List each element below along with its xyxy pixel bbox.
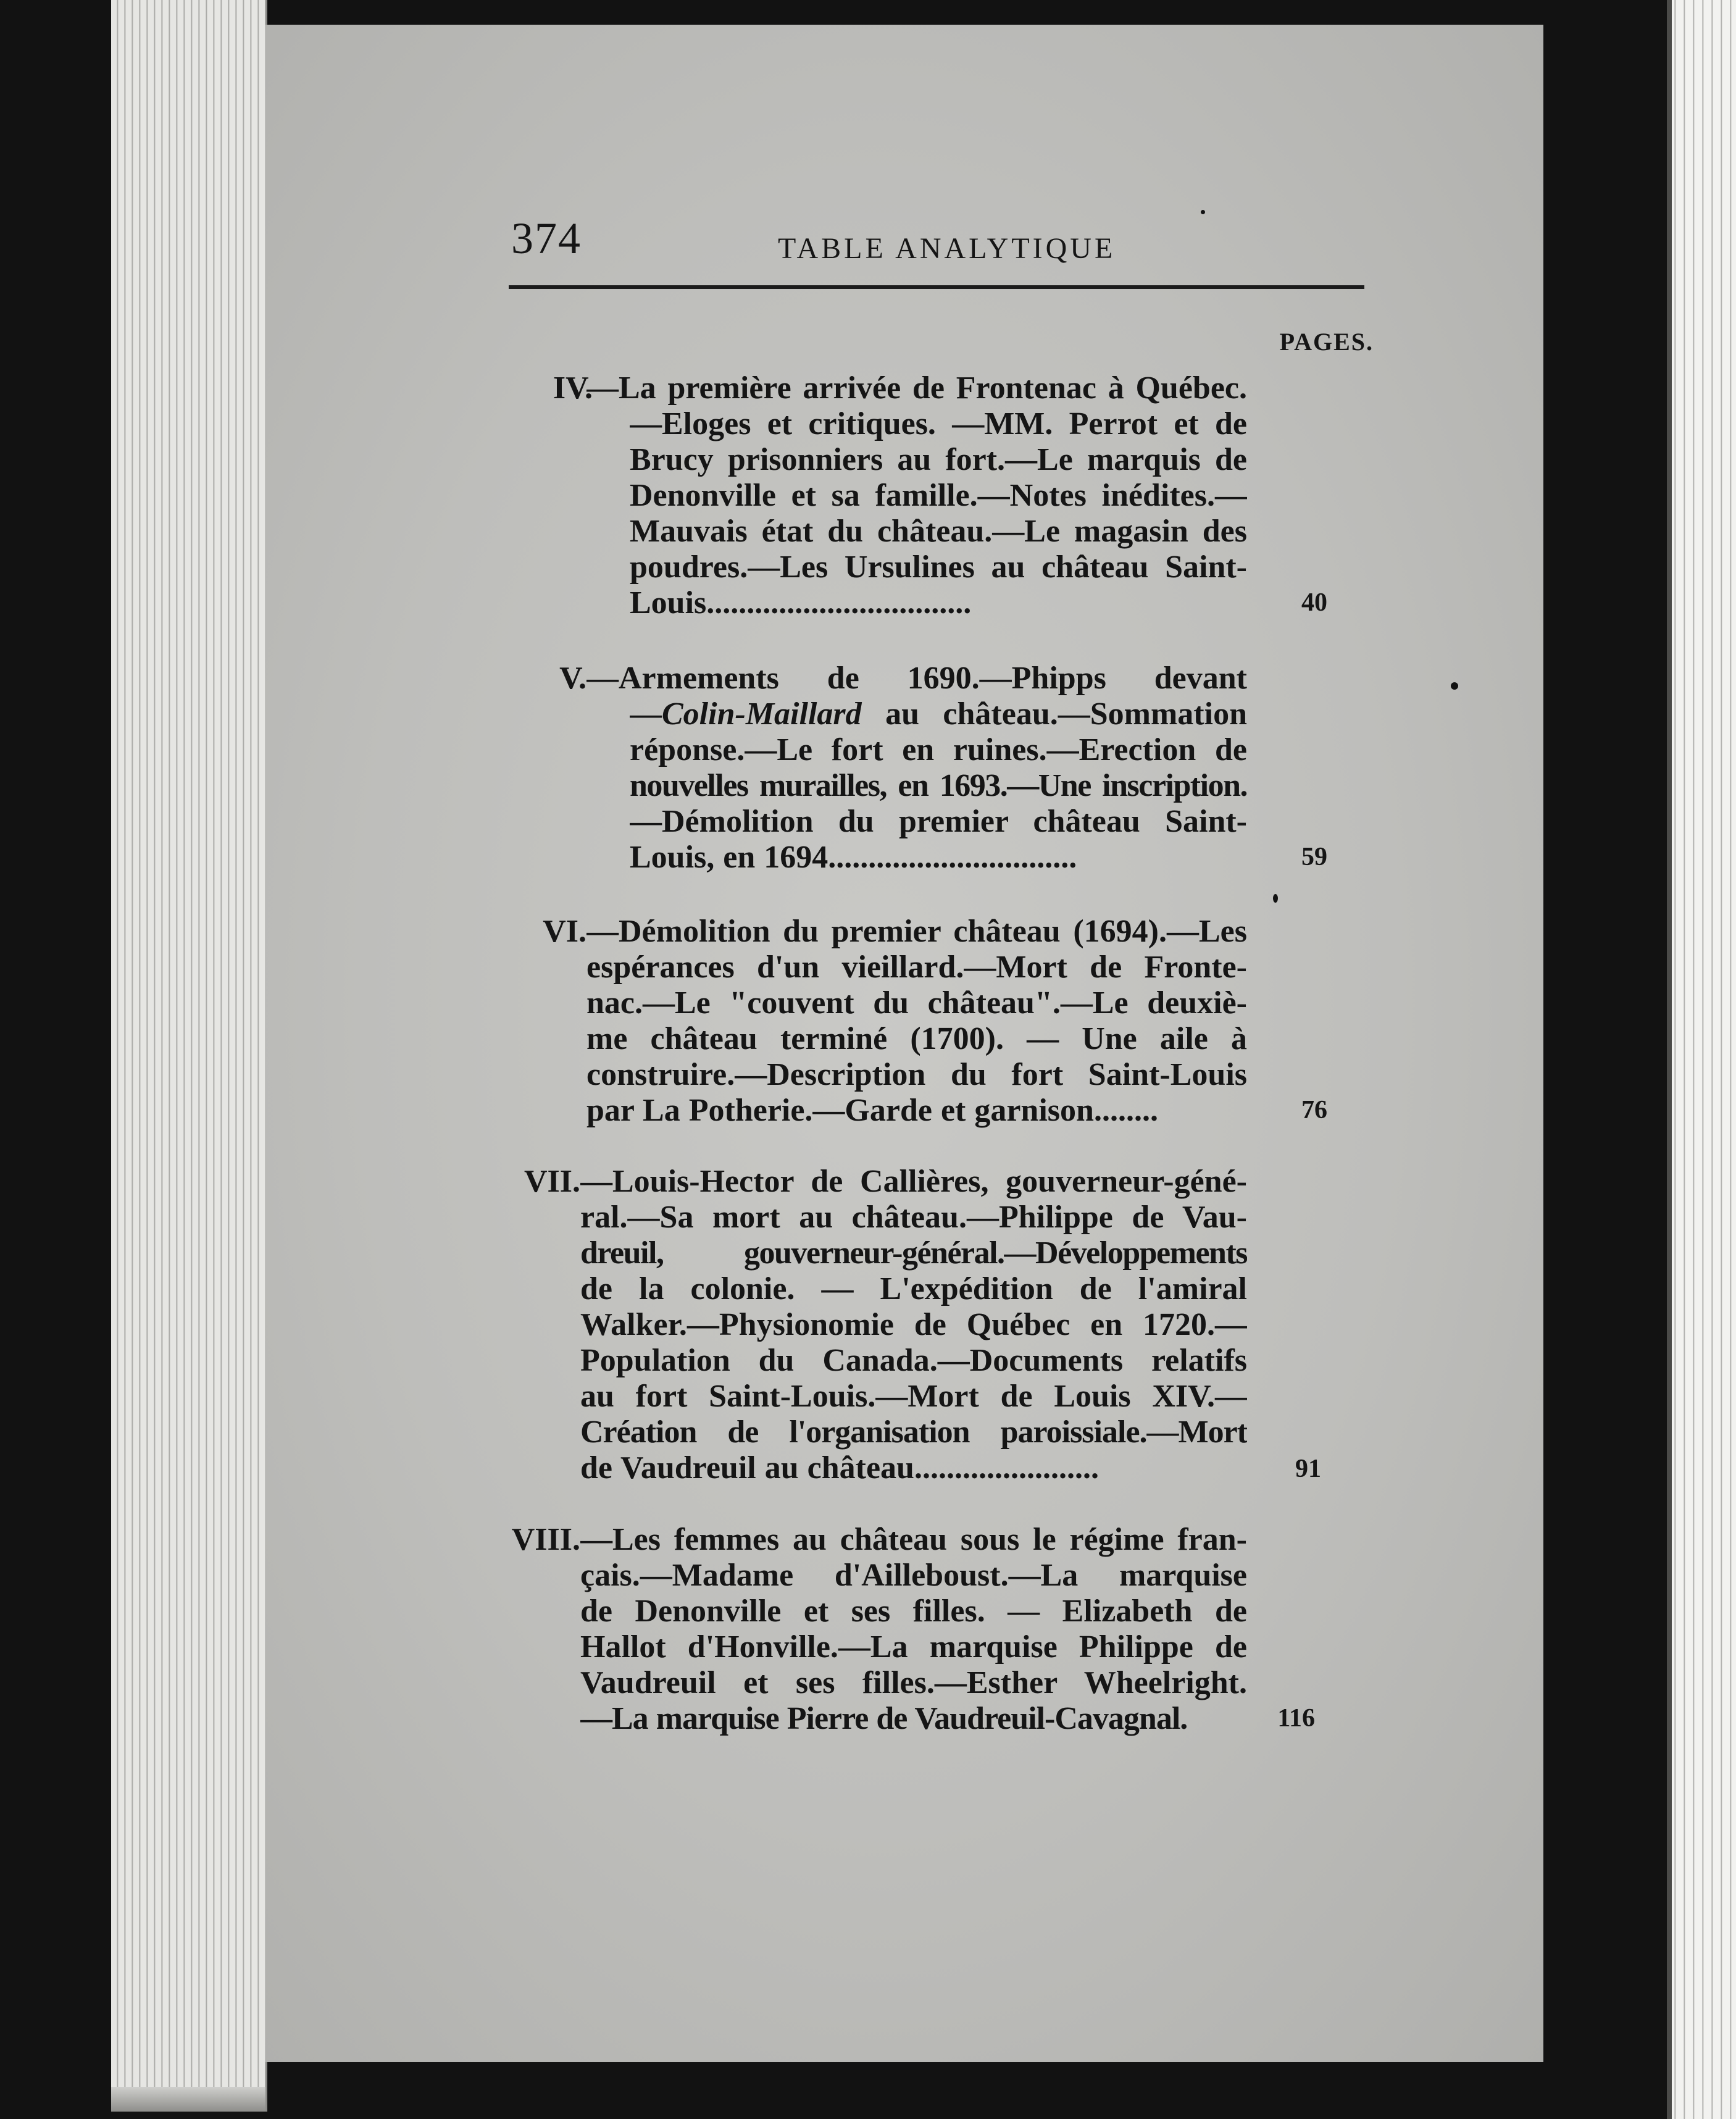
entry-line: de Vaudreuil au château....................... xyxy=(580,1450,1099,1486)
running-head xyxy=(265,25,1543,309)
header-rule xyxy=(509,285,1364,289)
entry-line: —Armements de 1690.—Phipps devant xyxy=(586,661,1247,696)
entry-line: —Colin-Maillard au château.—Sommation xyxy=(630,696,1247,732)
entry-line: nac.—Le "couvent du château".—Le deuxiè- xyxy=(586,985,1247,1021)
book-page-edges xyxy=(111,0,267,2112)
entry-line: —La marquise Pierre de Vaudreuil-Cavagnal. xyxy=(580,1701,1188,1736)
entry-page-number: 59 xyxy=(1301,843,1327,871)
entry-number: V. xyxy=(559,661,586,696)
entry-line: —La première arrivée de Frontenac à Québec. xyxy=(586,370,1247,406)
scan-speck xyxy=(1273,894,1278,903)
entry-line: —Eloges et critiques. —MM. Perrot et de xyxy=(630,406,1247,441)
entry-line: construire.—Description du fort Saint-Louis xyxy=(586,1057,1247,1092)
entry-number: VI. xyxy=(543,914,586,949)
entry-description xyxy=(586,370,1247,621)
entry-line: Population du Canada.—Documents relatifs xyxy=(580,1343,1247,1378)
entry-line: Louis................................. xyxy=(630,585,972,621)
entry-line: Brucy prisonniers au fort.—Le marquis de xyxy=(630,442,1247,477)
entry-line: Walker.—Physionomie de Québec en 1720.— xyxy=(580,1307,1247,1342)
entry-number: VIII. xyxy=(511,1522,580,1557)
scan-speck xyxy=(1451,682,1458,690)
entry-line: par La Potherie.—Garde et garnison........ xyxy=(586,1093,1158,1128)
entry-number: IV. xyxy=(553,370,593,406)
italic-title: Colin-Maillard xyxy=(662,696,862,732)
entry-page-number: 76 xyxy=(1301,1096,1327,1124)
book-page xyxy=(265,25,1543,2062)
entry-line: de Denonville et ses filles. — Elizabeth de xyxy=(580,1594,1247,1629)
entry-number: VII. xyxy=(524,1164,580,1199)
facing-page-edge xyxy=(1667,0,1736,2119)
entry-line: —Démolition du premier château Saint- xyxy=(630,804,1247,839)
entry-line: espérances d'un vieillard.—Mort de Fronte- xyxy=(586,950,1247,985)
entry-line: Denonville et sa famille.—Notes inédites.— xyxy=(630,478,1247,513)
entry-description xyxy=(586,661,1247,876)
entry-page-number: 116 xyxy=(1277,1704,1315,1732)
entry-line: dreuil, gouverneur-général.—Développements xyxy=(580,1235,1247,1271)
page-title: TABLE ANALYTIQUE xyxy=(778,232,1116,265)
entry-description xyxy=(580,1522,1247,1737)
entry-line: me château terminé (1700). — Une aile à xyxy=(586,1021,1247,1056)
entry-page-number: 91 xyxy=(1295,1455,1321,1483)
entry-line: Mauvais état du château.—Le magasin des xyxy=(630,514,1247,549)
entry-page-number: 40 xyxy=(1301,588,1327,617)
entry-line: çais.—Madame d'Ailleboust.—La marquise xyxy=(580,1558,1247,1593)
entry-line: au fort Saint-Louis.—Mort de Louis XIV.— xyxy=(580,1379,1247,1414)
entry-line: Hallot d'Honville.—La marquise Philippe de xyxy=(580,1629,1247,1665)
entry-line: —Louis-Hector de Callières, gouverneur-géné- xyxy=(580,1164,1247,1199)
entry-line: —Les femmes au château sous le régime fran- xyxy=(580,1522,1247,1557)
pages-column-label: PAGES. xyxy=(1279,328,1374,356)
entry-description xyxy=(586,914,1247,1129)
entry-line: Vaudreuil et ses filles.—Esther Wheelright. xyxy=(580,1665,1247,1700)
entry-line: nouvelles murailles, en 1693.—Une inscription. xyxy=(630,768,1247,803)
entry-line: poudres.—Les Ursulines au château Saint- xyxy=(630,550,1247,585)
entry-line: de la colonie. — L'expédition de l'amiral xyxy=(580,1271,1247,1306)
page-number: 374 xyxy=(511,214,582,263)
entry-line: réponse.—Le fort en ruines.—Erection de xyxy=(630,732,1247,767)
scan-speck xyxy=(1201,210,1205,214)
entry-line: —Démolition du premier château (1694).—Les xyxy=(586,914,1247,949)
entry-line: Louis, en 1694............................... xyxy=(630,840,1077,875)
entry-line: ral.—Sa mort au château.—Philippe de Vau- xyxy=(580,1200,1247,1235)
entry-description xyxy=(580,1164,1247,1486)
entry-line: Création de l'organisation paroissiale.—Mort xyxy=(580,1415,1247,1450)
